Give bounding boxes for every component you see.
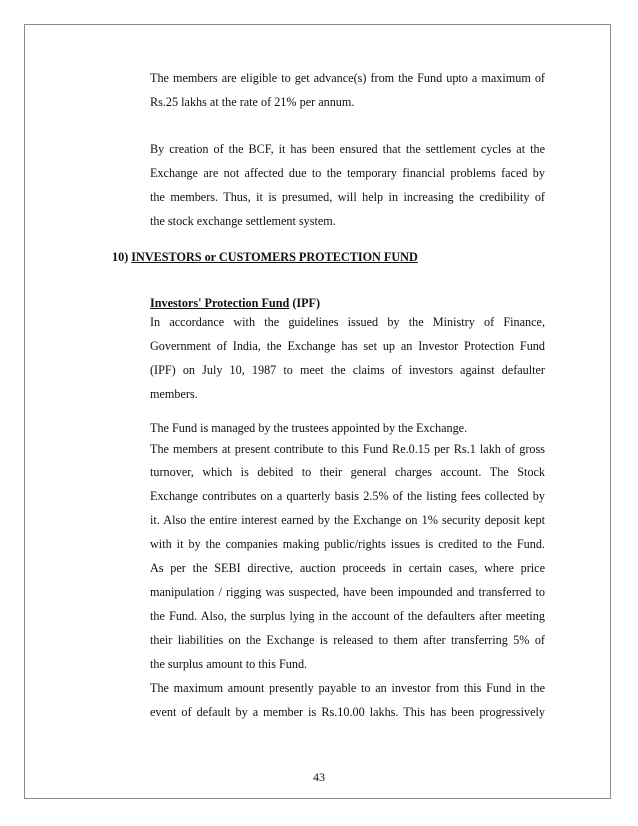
text-line: By creation of the BCF, it has been ensured that the settlement cycles at the xyxy=(150,142,545,156)
text-line: manipulation / rigging was suspected, have been impounded and transferred to xyxy=(150,585,545,599)
text-line: the Fund. Also, the surplus lying in the account of the defaulters after meeting xyxy=(150,609,545,623)
section-title: INVESTORS or CUSTOMERS PROTECTION FUND xyxy=(131,250,418,264)
text-line: The maximum amount presently payable to an investor from this Fund in the xyxy=(150,681,545,695)
text-line: the members. Thus, it is presumed, will help in increasing the credibility of xyxy=(150,190,545,204)
text-line: Government of India, the Exchange has set up an Investor Protection Fund xyxy=(150,339,545,353)
text-line: their liabilities on the Exchange is released to them after transferring 5% of xyxy=(150,633,545,647)
subheading-title: Investors' Protection Fund xyxy=(150,296,290,310)
text-line: Exchange contributes on a quarterly basis 2.5% of the listing fees collected by xyxy=(150,489,545,503)
text-line: with it by the companies making public/rights issues is credited to the Fund. xyxy=(150,537,545,551)
text-line: The members are eligible to get advance(s) from the Fund upto a maximum of xyxy=(150,71,545,85)
paragraph-ipf-setup xyxy=(150,310,545,406)
text-line: As per the SEBI directive, auction proceeds in certain cases, where price xyxy=(150,561,545,575)
text-line: members. xyxy=(150,387,198,401)
text-line: Exchange are not affected due to the temporary financial problems faced by xyxy=(150,166,545,180)
text-line: turnover, which is debited to their general charges account. The Stock xyxy=(150,465,545,479)
text-line: (IPF) on July 10, 1987 to meet the claims of investors against defaulter xyxy=(150,363,545,377)
text-line: the stock exchange settlement system. xyxy=(150,214,336,228)
page-number: 43 xyxy=(313,770,325,784)
section-number: 10) xyxy=(112,250,129,264)
text-line: event of default by a member is Rs.10.00 lakhs. This has been progressively xyxy=(150,705,545,719)
text-line: In accordance with the guidelines issued by the Ministry of Finance, xyxy=(150,315,545,329)
section-heading xyxy=(112,245,418,269)
text-line: The members at present contribute to this Fund Re.0.15 per Rs.1 lakh of gross xyxy=(150,442,545,456)
paragraph-fund-management xyxy=(150,418,545,676)
text-line: The Fund is managed by the trustees appointed by the Exchange. xyxy=(150,421,468,435)
paragraph-advances xyxy=(150,66,545,114)
text-line: the surplus amount to this Fund. xyxy=(150,657,308,671)
text-line: it. Also the entire interest earned by the Exchange on 1% security deposit kept xyxy=(150,513,545,527)
paragraph-bcf xyxy=(150,137,545,233)
text-line: Rs.25 lakhs at the rate of 21% per annum. xyxy=(150,95,355,109)
paragraph-max-amount xyxy=(150,676,545,724)
subheading-abbr: (IPF) xyxy=(292,296,321,310)
